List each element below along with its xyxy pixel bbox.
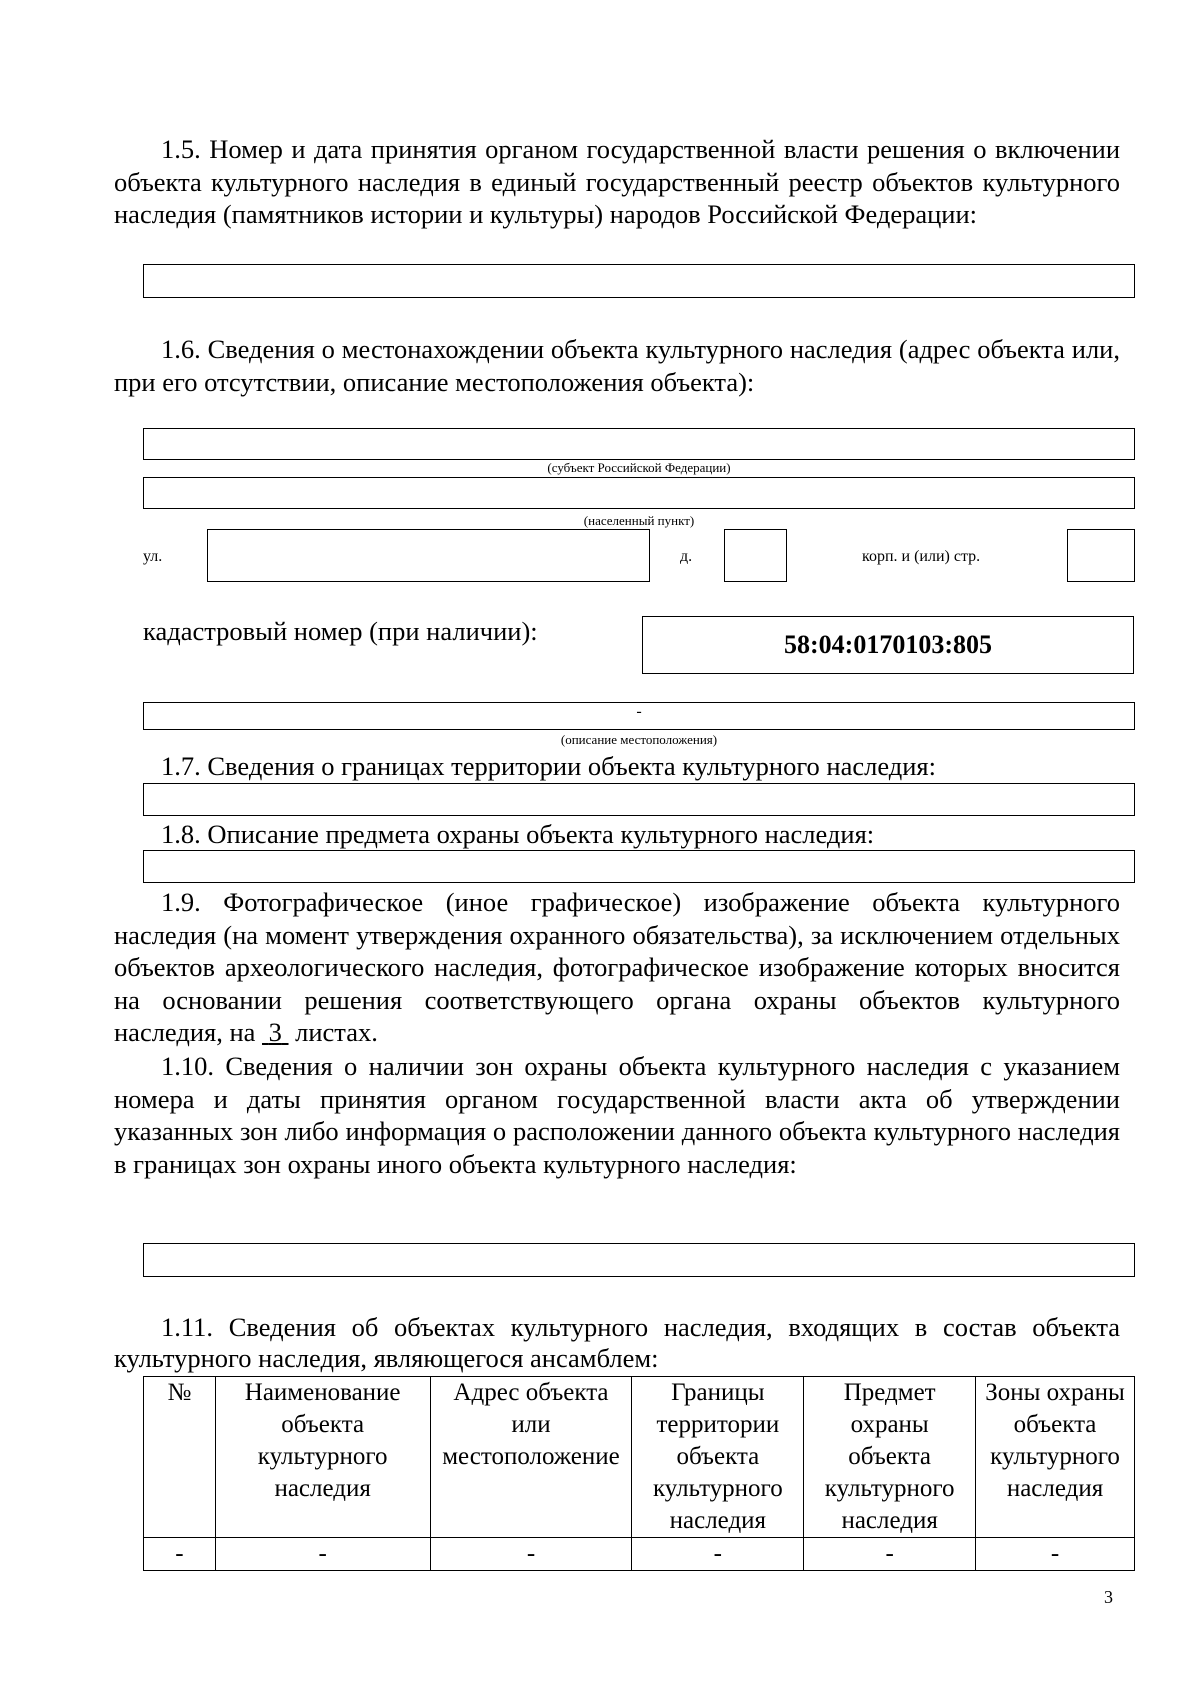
house-field[interactable] [724,529,787,582]
cadastral-number-field[interactable]: 58:04:0170103:805 [642,616,1134,674]
location-description-field[interactable]: - [143,702,1135,730]
street-field[interactable] [207,529,650,582]
table-cell: - [430,1538,632,1571]
street-label: ул. [143,548,163,565]
section-1-8-text: 1.8. Описание предмета охраны объекта культурного наследия: [161,819,875,849]
section-1-9-text-before: 1.9. Фотографическое (иное графическое) изображение объекта культурного наследия (на момент утверждения охранного обязательства), за исключением отдельных объектов археологического наследия, фотографическое изображение которых вносится на основании решения соответствующего органа охраны объектов культурного наследия, на [114,887,1120,1047]
table-header-number: № [144,1377,216,1538]
section-1-9-text-after: листах. [295,1017,378,1047]
table-header-boundaries: Границы территории объекта культурного наследия [632,1377,804,1538]
section-1-10-text: 1.10. Сведения о наличии зон охраны объекта культурного наследия с указанием номера и даты принятия органом государственной власти акта об утверждении указанных зон либо информация о расположении данного объекта культурного наследия в границах зон охраны иного объекта культурного наследия: [114,1051,1120,1179]
section-1-7-field[interactable] [143,783,1135,816]
locality-caption: (населенный пункт) [583,513,695,528]
location-caption: (описание местоположения) [560,732,718,747]
table-cell: - [215,1538,430,1571]
cadastral-label: кадастровый номер (при наличии): [143,616,538,646]
section-1-5-field[interactable] [143,264,1135,298]
section-1-9-text [114,886,1120,1049]
section-1-7-text: 1.7. Сведения о границах территории объекта культурного наследия: [161,751,936,781]
page-number: 3 [1104,1587,1113,1607]
table-cell: - [976,1538,1135,1571]
building-field[interactable] [1067,529,1135,582]
subject-caption: (субъект Российской Федерации) [547,460,731,475]
table-row [144,1538,1135,1571]
subject-field[interactable] [143,428,1135,460]
section-1-6-text: 1.6. Сведения о местонахождении объекта культурного наследия (адрес объекта или, при его отсутствии, описание местоположения объекта): [114,334,1120,397]
sheets-count: 3 [268,1017,282,1047]
table-header-name: Наименование объекта культурного наследия [215,1377,430,1538]
table-header-row [144,1377,1135,1538]
locality-field[interactable] [143,477,1135,509]
table-header-protection-subject: Предмет охраны объекта культурного наследия [804,1377,976,1538]
building-label: корп. и (или) стр. [862,548,981,565]
section-1-5-text: 1.5. Номер и дата принятия органом государственной власти решения о включении объекта культурного наследия в единый государственный реестр объектов культурного наследия (памятников истории и культуры) народов Российской Федерации: [114,134,1120,229]
section-1-10-field[interactable] [143,1243,1135,1277]
section-1-11-text: 1.11. Сведения об объектах культурного наследия, входящих в состав объекта культурного наследия, являющегося ансамблем: [114,1312,1120,1373]
table-cell: - [144,1538,216,1571]
table-header-address: Адрес объекта или местоположение [430,1377,632,1538]
section-1-8-field[interactable] [143,850,1135,883]
ensemble-objects-table [143,1376,1135,1571]
house-label: д. [680,548,693,565]
table-cell: - [804,1538,976,1571]
table-cell: - [632,1538,804,1571]
table-header-protection-zones: Зоны охраны объекта культурного наследия [976,1377,1135,1538]
